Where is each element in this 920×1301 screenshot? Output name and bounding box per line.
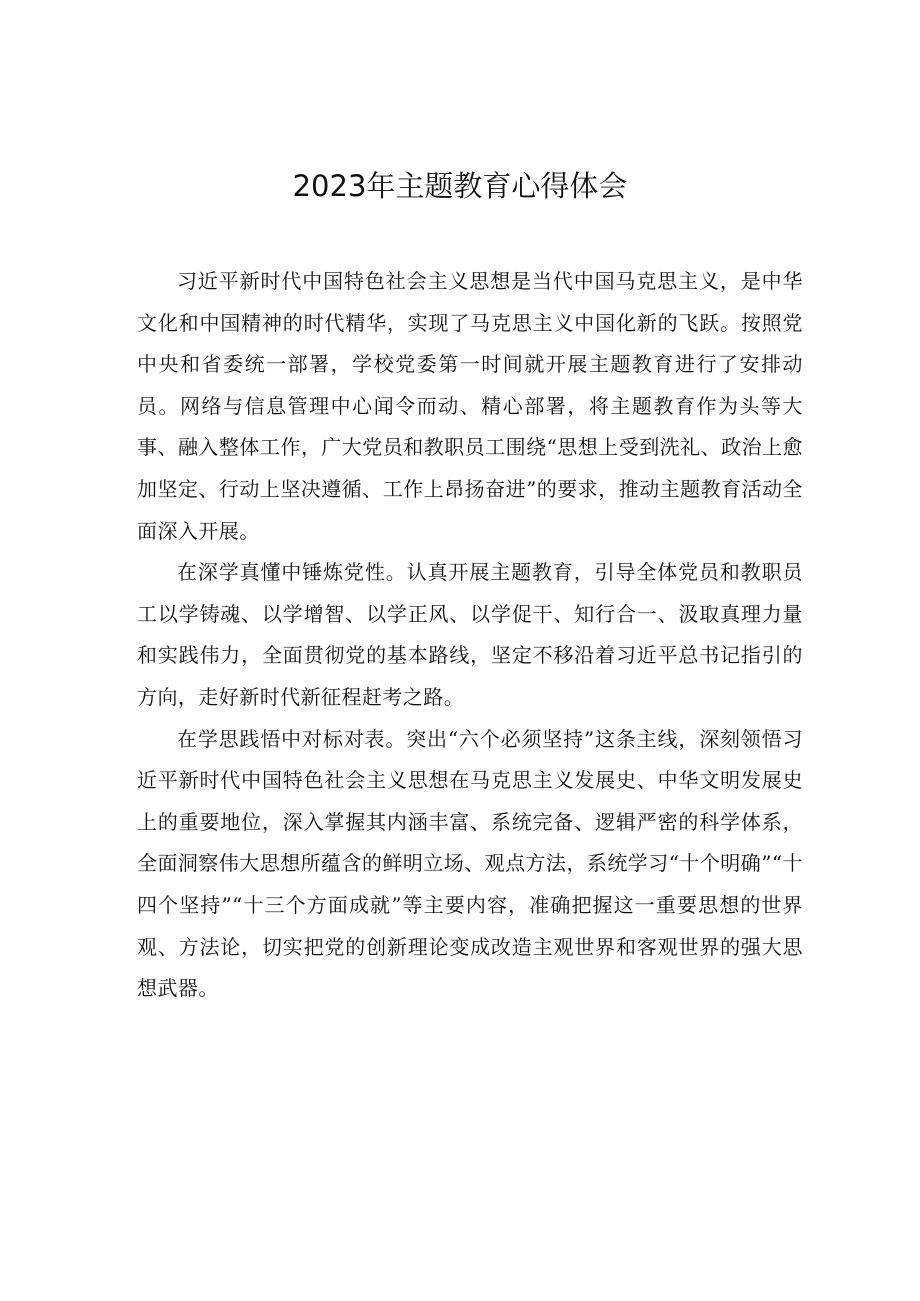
paragraph-party-spirit: 在深学真懂中锤炼党性。认真开展主题教育，引导全体党员和教职员工以学铸魂、以学增智、以学正风、以学促干、知行合一、汲取真理力量和实践伟力，全面贯彻党的基本路线，坚定不移沿着习近平总书记指引的方向，走好新时代新征程赶考之路。 bbox=[137, 560, 803, 709]
document-title: 2023年主题教育心得体会 bbox=[292, 169, 628, 203]
document-body bbox=[137, 261, 803, 1010]
paragraph-benchmarking: 在学思践悟中对标对表。突出“六个必须坚持”这条主线，深刻领悟习近平新时代中国特色社会主义思想在马克思主义发展史、中华文明发展史上的重要地位，深入掌握其内涵丰富、系统完备、逻辑严密的科学体系，全面洞察伟大思想所蕴含的鲜明立场、观点方法，系统学习“十个明确”“十四个坚持”“十三个方面成就”等主要内容，准确把握这一重要思想的世界观、方法论，切实把党的创新理论变成改造主观世界和客观世界的强大思想武器。 bbox=[137, 726, 803, 1001]
paragraph-intro: 习近平新时代中国特色社会主义思想是当代中国马克思主义，是中华文化和中国精神的时代精华，实现了马克思主义中国化新的飞跃。按照党中央和省委统一部署，学校党委第一时间就开展主题教育进行了安排动员。网络与信息管理中心闻令而动、精心部署，将主题教育作为头等大事、融入整体工作，广大党员和教职员工围绕“思想上受到洗礼、政治上愈加坚定、行动上坚决遵循、工作上昂扬奋进”的要求，推动主题教育活动全面深入开展。 bbox=[137, 269, 803, 543]
